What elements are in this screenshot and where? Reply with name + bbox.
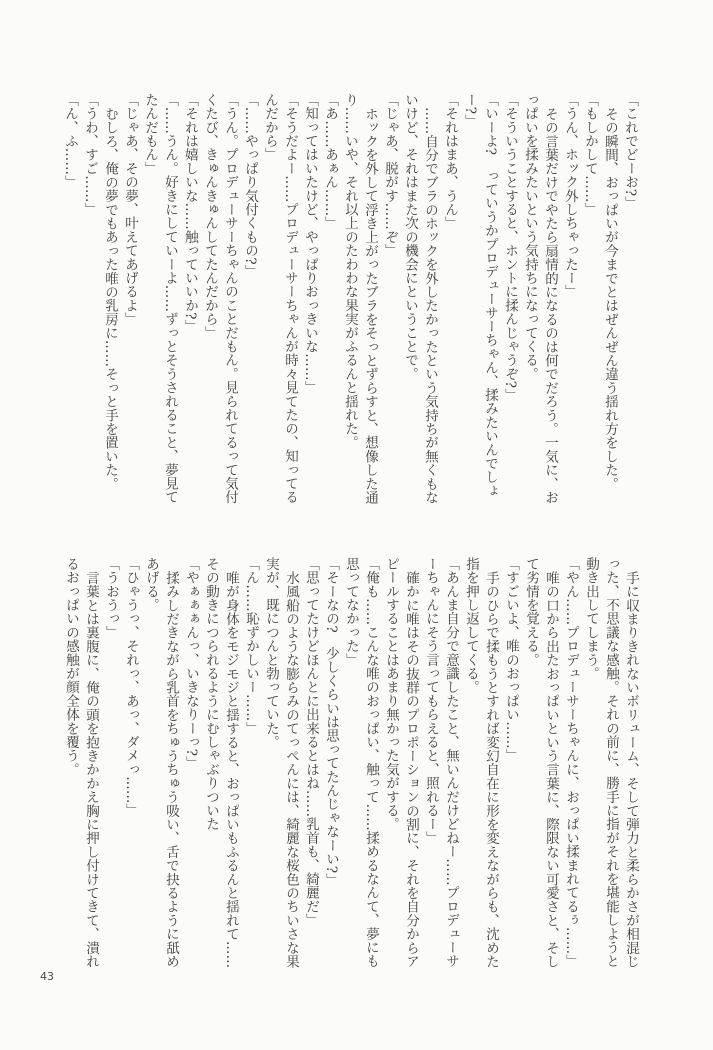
paragraph: 「やん……プロデューサーちゃんに、おっぱい揉まれてるぅ……」 xyxy=(563,557,579,968)
text-block-bottom xyxy=(61,557,641,981)
paragraph: 「うわ、すご……」 xyxy=(82,93,98,217)
paragraph: 手のひらで揉もうとすれば変幻自在に形を変えながらも、沈めた指を押し返してくる。 xyxy=(463,557,499,968)
paragraph: 「思ってたけどほんとに出来るとはね……乳首も、綺麗だ」 xyxy=(303,557,319,927)
paragraph: 水風船のような膨らみのてっぺんには、綺麗な桜色のちいさな果実が、既につんと勃っていた。 xyxy=(263,557,299,968)
paragraph: 「ひゃうっ、それっ、あっ、ダメっ……」 xyxy=(123,557,139,818)
text-block-top xyxy=(60,93,640,517)
paragraph: ……自分でブラのホックを外したかったという気持ちが無くもないけど、それはまた次の機会にということで。 xyxy=(402,93,438,504)
page-number: 43 xyxy=(40,970,54,983)
paragraph: 「うん、ホック外しちゃったー」 xyxy=(562,93,578,299)
paragraph: 「やぁぁぁんっ、いきなりーっ?」 xyxy=(183,557,199,770)
paragraph: 「これでどーお?」 xyxy=(622,93,638,211)
paragraph: ホックを外して浮き上がったブラをそっとずらすと、想像した通り……いや、それ以上のたわわな果実がふるんと揺れた。 xyxy=(342,93,378,504)
paragraph: むしろ、俺の夢でもあった唯の乳房に……そっと手を置いた。 xyxy=(102,106,118,491)
paragraph: 「それはまあ、うん」 xyxy=(442,93,458,230)
paragraph: 「あんま自分で意識したこと、無いんだけどねー……プロデューサーちゃんにそう言ってもらえると、照れるー」 xyxy=(423,557,459,968)
paragraph: 「ん、ふ……」 xyxy=(62,93,78,189)
paragraph: 「……やっぱり気付くもの?」 xyxy=(242,93,258,279)
paragraph: 「そうだよー……プロデューサーちゃんが時々見てたの、知ってるんだから」 xyxy=(262,93,298,504)
paragraph: 手に収まりきれないボリューム、そして弾力と柔らかさが相混じった、不思議な感触。それの前に、勝手に指がそれを堪能しようと動き出してしまう。 xyxy=(583,557,639,968)
paragraph: 「じゃあ、その夢、叶えてあげるよ」 xyxy=(122,93,138,326)
paragraph: 「……うん。好きにしていーよ……ずっとそうされること、夢見てたんだもん」 xyxy=(142,93,178,504)
paragraph: 「いーよ? っていうかプロデューサーちゃん、揉みたいんでしょー?」 xyxy=(462,93,498,498)
paragraph: 「うおうっ」 xyxy=(103,557,119,640)
paragraph: 揉みしだきながら乳首をちゅうちゅう吸い、舌で抉るように舐めあげる。 xyxy=(143,557,179,968)
paragraph: 「知ってはいたけど、やっぱりおっきいな……」 xyxy=(302,93,318,395)
paragraph: 「ん……恥ずかしいー……」 xyxy=(243,557,259,736)
paragraph: 「それは嬉しいな……触っていいか?」 xyxy=(182,93,198,334)
paragraph: 「あ……あぁん……」 xyxy=(322,93,338,230)
paragraph: 「うん。プロデューサーちゃんのことだもん。見られてるって気付くたび、きゅんきゅんしてたんだから」 xyxy=(202,93,238,504)
paragraph: 唯の口から出たおっぱいという言葉に、際限ない可愛さと、そして劣情を覚える。 xyxy=(523,557,559,968)
paragraph: 「じゃあ、脱がす……ぞ」 xyxy=(382,93,398,258)
paragraph: 確かに唯はその抜群のプロポーションの割に、それを自分からアピールすることはあまり無かった気がする。 xyxy=(383,557,419,968)
paragraph: 「もしかして……」 xyxy=(582,93,598,217)
paragraph: 「すごいよ、唯のおっぱい……」 xyxy=(503,557,519,763)
paragraph: 唯が身体をモジモジと揺すると、おっぱいもふるんと揺れて……その動きにつられるようにむしゃぶりついた xyxy=(203,557,239,968)
paragraph: 言葉とは裏腹に、俺の頭を抱きかかえ胸に押し付けてきて、潰れるおっぱいの感触が顔全体を覆う。 xyxy=(63,557,99,968)
paragraph: 「そういうことすると、ホントに揉んじゃうぞ?」 xyxy=(502,93,518,402)
paragraph: その瞬間、おっぱいが今までとはぜんぜん違う揺れ方をした。 xyxy=(602,106,618,491)
paragraph: 「俺も……こんな唯のおっぱい、触って……揉めるなんて、夢にも思ってなかった」 xyxy=(343,557,379,968)
paragraph: その言葉だけでやたら扇情的になるのは何でだろう。一気に、おっぱいを揉みたいという気持ちになってくる。 xyxy=(522,93,558,504)
paragraph: 「そーなの? 少しくらいは思ってたんじゃなーい?」 xyxy=(323,557,339,887)
